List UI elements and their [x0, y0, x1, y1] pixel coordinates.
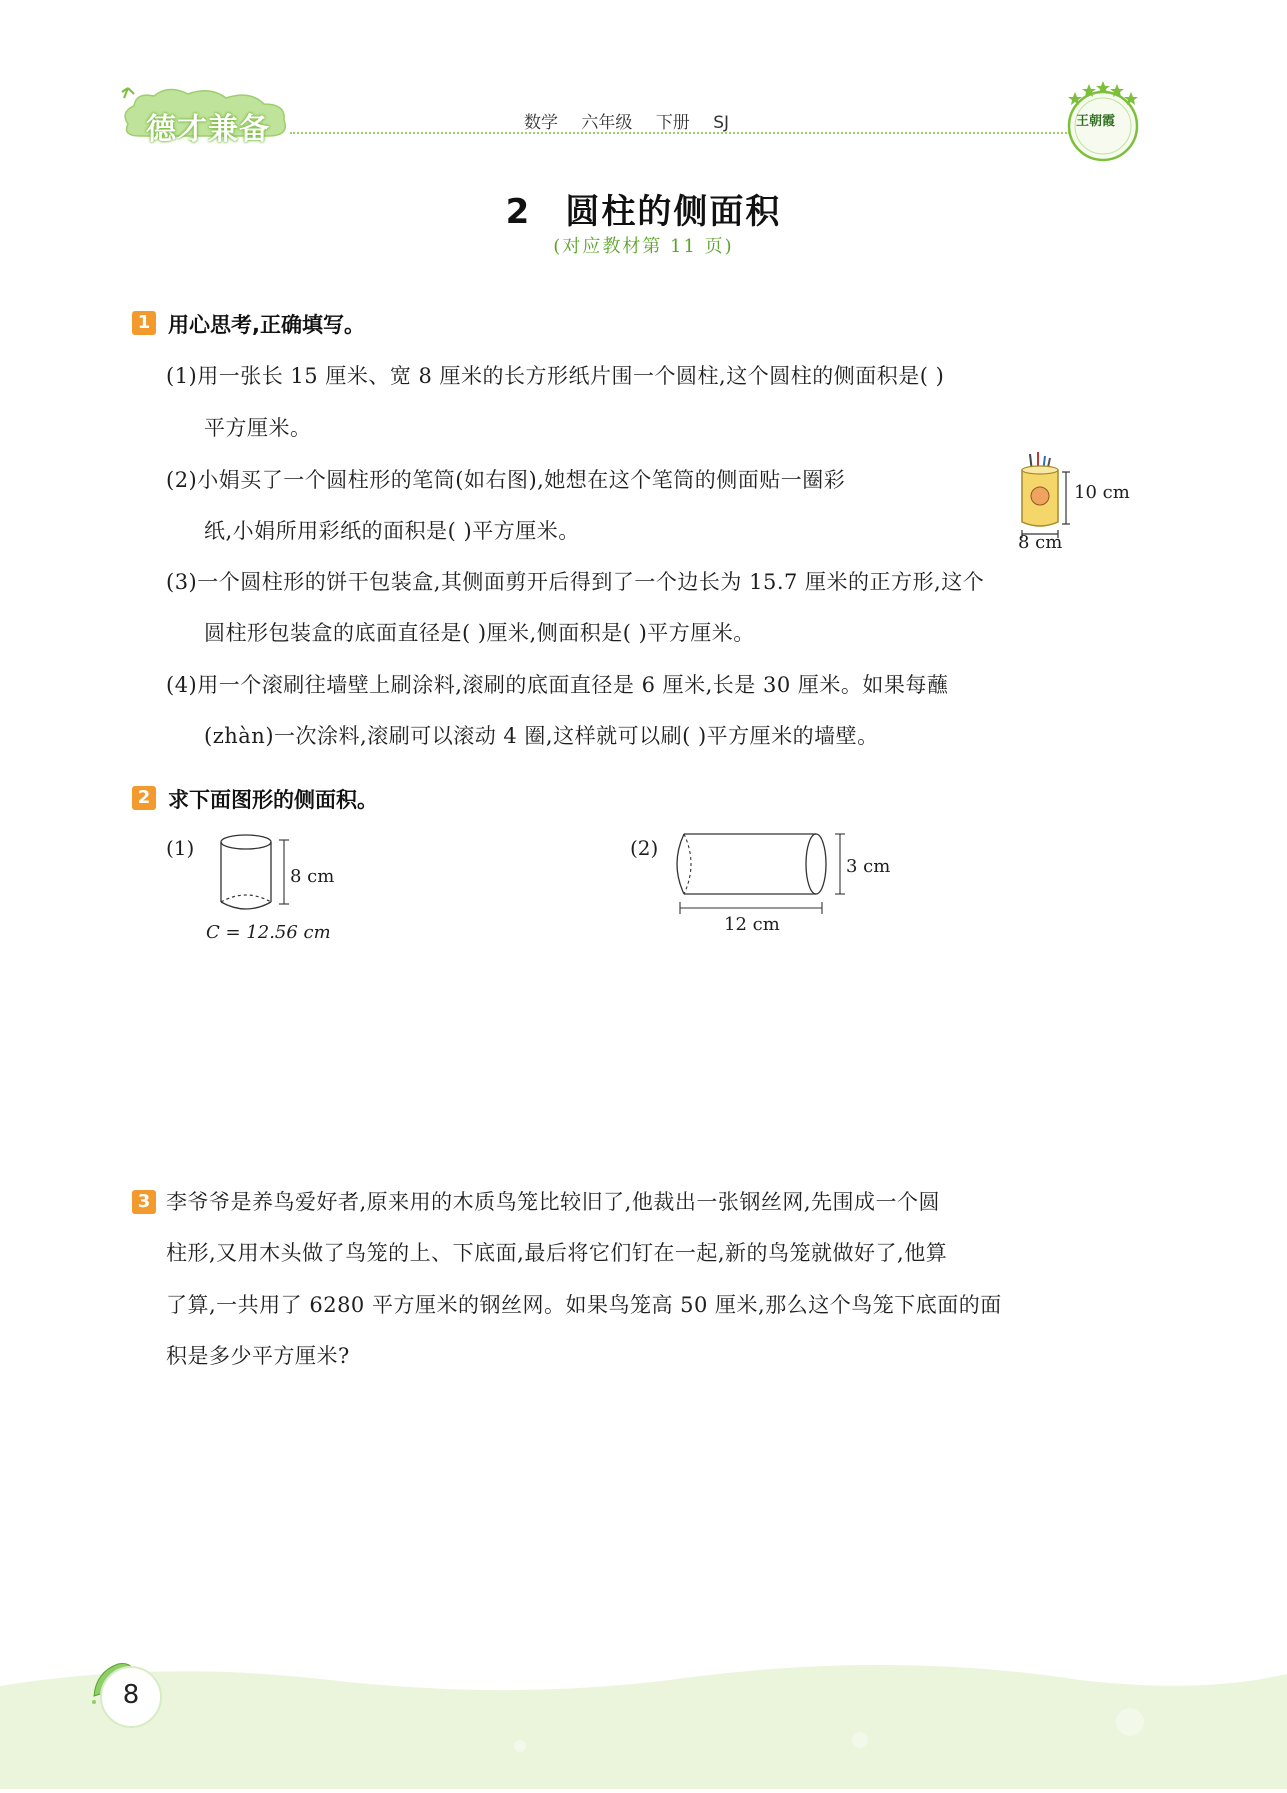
lesson-title-text: 圆柱的侧面积	[565, 192, 782, 232]
s3-line2: 柱形,又用木头做了鸟笼的上、下底面,最后将它们钉在一起,新的鸟笼就做好了,他算	[166, 1241, 948, 1265]
page-number: 8	[122, 1680, 140, 1710]
pen-holder-diameter-label: 8 cm	[1018, 532, 1063, 553]
s1-q3-line1: (3)一个圆柱形的饼干包装盒,其侧面剪开后得到了一个边长为 15.7 厘米的正方形,这个	[166, 570, 985, 594]
brand-logo	[118, 84, 294, 147]
s1-q2-line1: (2)小娟买了一个圆柱形的笔筒(如右图),她想在这个笔筒的侧面贴一圈彩	[166, 468, 846, 492]
header-edition: SJ	[713, 113, 730, 133]
fig1-circumference-label: C = 12.56 cm	[206, 922, 331, 943]
s3-line3: 了算,一共用了 6280 平方厘米的钢丝网。如果鸟笼高 50 厘米,那么这个鸟笼下底面的面	[166, 1293, 1002, 1317]
fig1-label: (1)	[166, 836, 195, 860]
lesson-subtitle: (对应教材第 11 页)	[553, 236, 734, 257]
header-subject: 数学	[524, 113, 558, 133]
fig2-height-label: 3 cm	[846, 856, 891, 877]
fig1-height-label: 8 cm	[290, 866, 335, 887]
s1-q4-line2: (zhàn)一次涂料,滚刷可以滚动 4 圈,这样就可以刷( )平方厘米的墙壁。	[204, 724, 879, 748]
header-book-info	[524, 108, 747, 133]
section-2-number: 2	[132, 786, 156, 810]
section-2-heading: 求下面图形的侧面积。	[168, 788, 378, 812]
pen-holder-height-label: 10 cm	[1074, 482, 1130, 503]
publisher-badge	[1060, 76, 1146, 166]
fig2-label: (2)	[630, 836, 659, 860]
logo-text: 德才兼备	[146, 112, 270, 147]
s3-line1: 李爷爷是养鸟爱好者,原来用的木质鸟笼比较旧了,他裁出一张钢丝网,先围成一个圆	[166, 1190, 941, 1214]
s1-q1-line2: 平方厘米。	[204, 416, 312, 440]
header-volume: 下册	[655, 113, 690, 133]
lesson-title	[0, 184, 1287, 233]
s1-q2-line2: 纸,小娟所用彩纸的面积是( )平方厘米。	[204, 519, 580, 543]
header-grade: 六年级	[581, 113, 633, 133]
fig2-length-label: 12 cm	[724, 914, 780, 935]
section-3-number: 3	[132, 1190, 156, 1214]
s1-q1-line1: (1)用一张长 15 厘米、宽 8 厘米的长方形纸片围一个圆柱,这个圆柱的侧面积是( )	[166, 364, 945, 388]
s3-line4: 积是多少平方厘米?	[166, 1344, 350, 1368]
footer-wave-icon	[0, 1650, 1287, 1789]
badge-text: 王朝霞	[1076, 114, 1116, 129]
section-1-heading: 用心思考,正确填写。	[168, 313, 365, 337]
footer-decoration	[0, 1650, 1287, 1789]
section-1-number: 1	[132, 311, 156, 335]
lesson-number: 2	[505, 192, 532, 232]
s1-q4-line1: (4)用一个滚刷往墙壁上刷涂料,滚刷的底面直径是 6 厘米,长是 30 厘米。如果每蘸	[166, 673, 949, 697]
s1-q3-line2: 圆柱形包装盒的底面直径是( )厘米,侧面积是( )平方厘米。	[204, 621, 755, 645]
page-number-circle	[100, 1666, 162, 1728]
